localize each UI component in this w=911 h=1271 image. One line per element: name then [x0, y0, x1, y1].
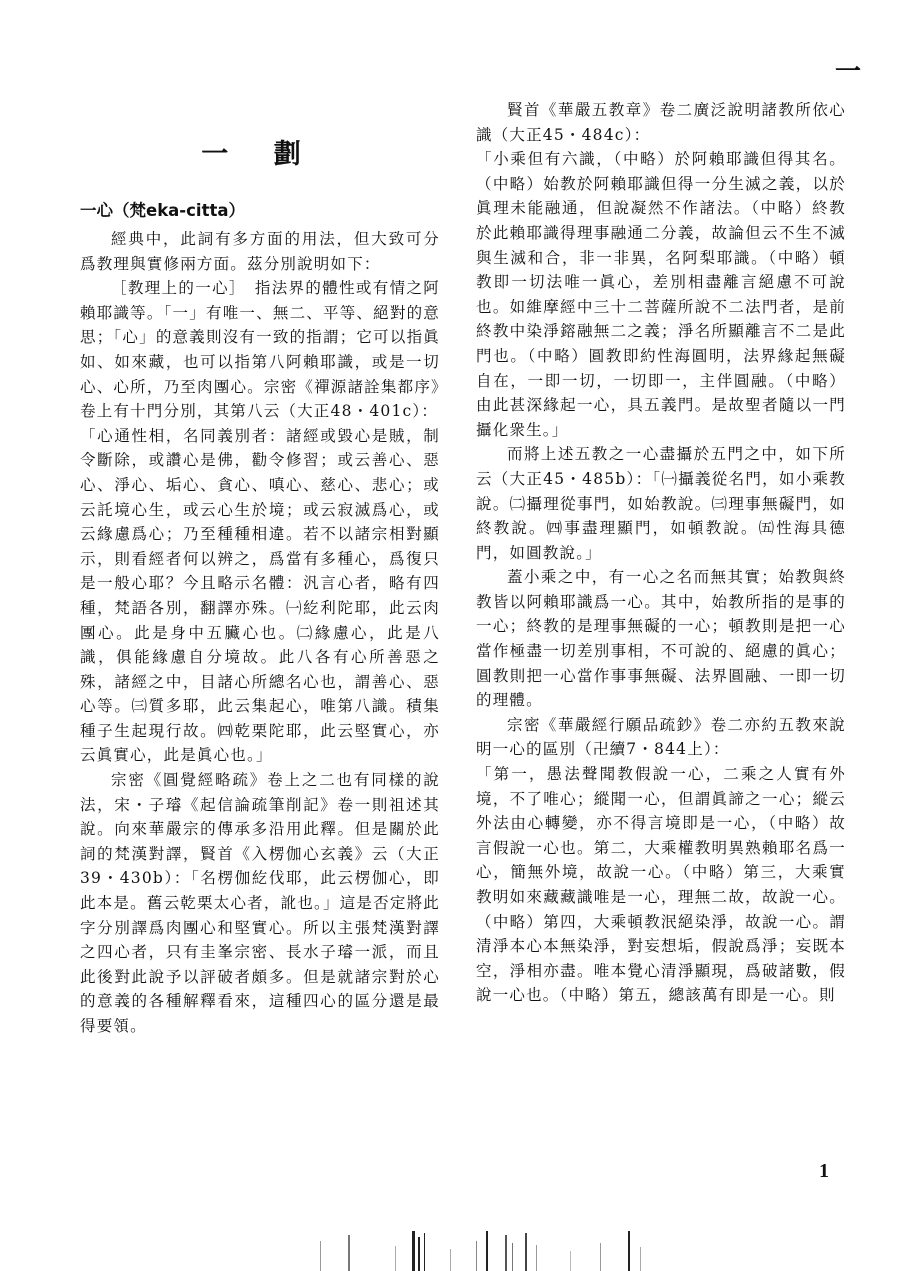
comparison-paragraph: 蓋小乘之中，有一心之名而無其實；始教與終教皆以阿賴耶識爲一心。其中，始教所指的是事的一心；終教的是理事無礙的一心；頓教則是把一心當作極盡一切差別事相，不可說的、絕慮的眞心；圓教則把一心當作事事無礙、法界圓融、一即一切的理體。: [476, 568, 846, 710]
doctrine-paragraph: ［教理上的一心］ 指法界的體性或有情之阿賴耶識等。「一」有唯一、無二、平等、絕對的意思；「心」的意義則沒有一致的指謂；它可以指眞如、如來藏，也可以指第八阿賴耶識，或是一切心、心所，乃至肉團心。宗密《禪源諸詮集都序》卷上有十門分別，其第八云（大正48・401c）：: [80, 279, 440, 421]
section-title: 一 劃: [201, 139, 319, 170]
five-teachings-intro: 賢首《華嚴五教章》卷二廣泛說明諸教所依心識（大正45・484c）：: [476, 101, 846, 144]
right-column: [476, 98, 846, 1008]
scan-artifact-strip: [300, 1228, 680, 1271]
five-gates-paragraph: 而將上述五教之一心盡攝於五門之中，如下所云（大正45・485b）：「㈠攝義從名門，如小乘教說。㈡攝理從事門，如始教說。㈢理事無礙門，如終教說。㈣事盡理顯門，如頓教說。㈤性海具德門，如圓教說。」: [476, 445, 846, 562]
commentary-paragraph: 宗密《圓覺經略疏》卷上之二也有同樣的說法，宋・子璿《起信論疏筆削記》卷一則祖述其說。向來華嚴宗的傳承多沿用此釋。但是關於此詞的梵漢對譯，賢首《入楞伽心玄義》云（大正39・430b）：「名楞伽紇伐耶，此云楞伽心，即此本是。舊云乾栗太心者，訛也。」這是否定將此字分別譯爲肉團心和堅實心。所以主張梵漢對譯之四心者，只有圭峯宗密、長水子璿一派，而且此後對此說予以評破者頗多。但是就諸宗對於心的意義的各種解釋看來，這種四心的區分還是最得要領。: [80, 771, 440, 1035]
five-teachings-quote: 「小乘但有六識，（中略）於阿賴耶識但得其名。（中略）始教於阿賴耶識但得一分生滅之義，以於眞理未能融通，但說凝然不作諸法。（中略）終教於此賴耶識得理事融通二分義，故論但云不生不滅與生滅和合，非一非異，名阿梨耶識。（中略）頓教即一切法唯一眞心，差別相盡離言絕慮不可說也。如維摩經中三十二菩薩所說不二法門者，是前終教中染淨鎔融無二之義；淨名所顯離言不二是此門也。（中略）圓教即約性海圓明，法界緣起無礙自在，一即一切，一切即一，主伴圓融。（中略）由此甚深緣起一心，具五義門。是故聖者隨以一門攝化衆生。」: [476, 150, 846, 439]
left-column: [80, 124, 440, 1039]
zongmi-quote: 「第一，愚法聲聞教假說一心，二乘之人實有外境，不了唯心；縱聞一心，但謂眞諦之一心；縱云外法由心轉變，亦不得言境即是一心，（中略）故言假說一心也。第二，大乘權教明異熟賴耶名爲一心，簡無外境，故說一心。（中略）第三，大乘實教明如來藏藏識唯是一心，理無二故，故說一心。（中略）第四，大乘頓教泯絕染淨，故說一心。謂清淨本心本無染淨，對妄想垢，假說爲淨；妄既本空，淨相亦盡。唯本覺心清淨顯現，爲破諸數，假說一心也。（中略）第五，總該萬有即是一心。則: [476, 765, 846, 1005]
entry-headword: 一心（梵eka-citta）: [80, 201, 245, 220]
intro-paragraph: 經典中，此詞有多方面的用法，但大致可分爲教理與實修兩方面。茲分別說明如下：: [80, 230, 440, 273]
zongmi-intro-paragraph: 宗密《華嚴經行願品疏鈔》卷二亦約五教來說明一心的區別（卍續7・844上）：: [476, 715, 846, 759]
quoted-passage: 「心通性相，名同義別者：諸經或毀心是賊，制令斷除，或讚心是佛，勸令修習；或云善心、惡心、淨心、垢心、貪心、嗔心、慈心、悲心；或云託境心生，或云心生於境；或云寂滅爲心，或云緣慮爲心；乃至種種相違。若不以諸宗相對顯示，則看經者何以辨之，爲當有多種心，爲復只是一般心耶？今且略示名體：汎言心者，略有四種，梵語各別，翻譯亦殊。㈠紇利陀耶，此云肉團心。此是身中五臟心也。㈡緣慮心，此是八識，俱能緣慮自分境故。此八各有心所善惡之殊，諸經之中，目諸心所總名心也，謂善心、惡心等。㈢質多耶，此云集起心，唯第八識。積集種子生起現行故。㈣乾栗陀耶，此云堅實心，亦云眞實心，此是眞心也。」: [80, 426, 440, 765]
page-number: 1: [819, 1160, 829, 1182]
thumb-index-mark: 一: [834, 57, 861, 87]
